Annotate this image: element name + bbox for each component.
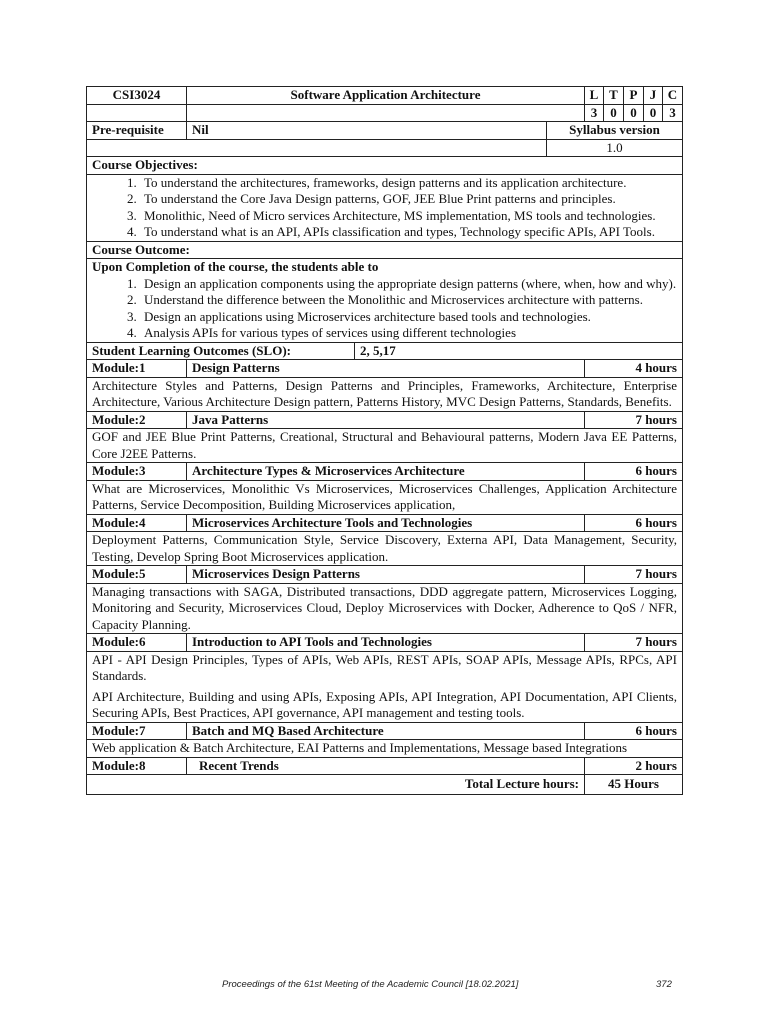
outcome-item: 4. Analysis APIs for various types of services using different technologies xyxy=(140,325,677,342)
course-code: CSI3024 xyxy=(87,87,187,105)
module-title: Recent Trends xyxy=(187,757,585,775)
module-label: Module:8 xyxy=(87,757,187,775)
outcome-item: 1. Design an application components using the appropriate design patterns (where, when, how and why). xyxy=(140,276,677,293)
ltpjc-value-l: 3 xyxy=(585,104,604,122)
syllabus-version-label: Syllabus version xyxy=(547,122,683,140)
prereq-row xyxy=(87,122,683,140)
total-row xyxy=(87,775,683,795)
module-label: Module:1 xyxy=(87,360,187,378)
ltpjc-value-j: 0 xyxy=(644,104,663,122)
objective-item: 2. To understand the Core Java Design patterns, GOF, JEE Blue Print patterns and principles. xyxy=(140,191,677,208)
total-label: Total Lecture hours: xyxy=(87,775,585,795)
module-label: Module:4 xyxy=(87,514,187,532)
ltpjc-label-c: C xyxy=(663,87,683,105)
outcomes-heading: Course Outcome: xyxy=(87,241,683,259)
outcomes-row xyxy=(87,259,683,343)
syllabus-table xyxy=(86,86,683,795)
module-content: Deployment Patterns, Communication Style, Service Discovery, Externa API, Data Management, Security, Testing, Develop Spring Boot Microservices application. xyxy=(87,532,683,566)
module-content: Architecture Styles and Patterns, Design Patterns and Principles, Frameworks, Architecture, Enterprise Architecture, Various Architecture Design pattern, Patterns History, MVC Design Patterns, Standards, Benefits. xyxy=(87,377,683,411)
module-title: Microservices Design Patterns xyxy=(187,566,585,584)
module-title: Batch and MQ Based Architecture xyxy=(187,722,585,740)
module-header-row xyxy=(87,722,683,740)
module-label: Module:5 xyxy=(87,566,187,584)
module-content-row xyxy=(87,651,683,722)
ltpjc-label-l: L xyxy=(585,87,604,105)
objectives-heading: Course Objectives: xyxy=(87,157,683,175)
objectives-row xyxy=(87,174,683,241)
module-hours: 2 hours xyxy=(585,757,683,775)
module-content-row xyxy=(87,583,683,634)
slo-value: 2, 5,17 xyxy=(355,342,683,360)
module-hours: 6 hours xyxy=(585,514,683,532)
module-header-row xyxy=(87,514,683,532)
module-label: Module:7 xyxy=(87,722,187,740)
ltpjc-label-p: P xyxy=(624,87,644,105)
slo-row xyxy=(87,342,683,360)
module-content: API Architecture, Building and using APIs, Exposing APIs, API Integration, API Documentation, API Clients, Securing APIs, Best Practices, API governance, API management and testing tools. xyxy=(92,688,677,720)
ltpjc-values-row xyxy=(87,104,683,122)
ltpjc-value-p: 0 xyxy=(624,104,644,122)
module-label: Module:3 xyxy=(87,463,187,481)
module-header-row xyxy=(87,757,683,775)
module-hours: 6 hours xyxy=(585,722,683,740)
module-hours: 6 hours xyxy=(585,463,683,481)
module-content: API - API Design Principles, Types of APIs, Web APIs, REST APIs, SOAP APIs, Message APIs, RPCs, API Standards. xyxy=(92,651,677,683)
module-title: Design Patterns xyxy=(187,360,585,378)
objective-item: 1. To understand the architectures, frameworks, design patterns and its application architecture. xyxy=(140,175,677,192)
module-content: Web application & Batch Architecture, EAI Patterns and Implementations, Message based Integrations xyxy=(87,740,683,758)
module-header-row xyxy=(87,634,683,652)
module-content-row xyxy=(87,480,683,514)
module-hours: 7 hours xyxy=(585,634,683,652)
module-content-row xyxy=(87,377,683,411)
ltpjc-value-t: 0 xyxy=(604,104,624,122)
module-header-row xyxy=(87,463,683,481)
footer-text: Proceedings of the 61st Meeting of the Academic Council [18.02.2021] xyxy=(222,979,519,990)
module-hours: 7 hours xyxy=(585,566,683,584)
outcome-item: 3. Design an applications using Microservices architecture based tools and technologies. xyxy=(140,309,677,326)
outcomes-intro: Upon Completion of the course, the students able to xyxy=(92,259,379,274)
ltpjc-label-j: J xyxy=(644,87,663,105)
module-content: What are Microservices, Monolithic Vs Microservices, Microservices Challenges, Application Architecture Patterns, Service Decomposition, Building Microservices application, xyxy=(87,480,683,514)
module-title: Introduction to API Tools and Technologies xyxy=(187,634,585,652)
module-content: GOF and JEE Blue Print Patterns, Creational, Structural and Behavioural patterns, Modern Java EE Patterns, Core J2EE Patterns. xyxy=(87,429,683,463)
module-header-row xyxy=(87,360,683,378)
module-title: Architecture Types & Microservices Architecture xyxy=(187,463,585,481)
total-value: 45 Hours xyxy=(585,775,683,795)
module-content-row xyxy=(87,429,683,463)
syllabus-version-value: 1.0 xyxy=(547,139,683,157)
objective-item: 3. Monolithic, Need of Micro services Architecture, MS implementation, MS tools and technologies. xyxy=(140,208,677,225)
module-content: Managing transactions with SAGA, Distributed transactions, DDD aggregate pattern, Microservices Logging, Monitoring and Security, Microservices Cloud, Deploy Microservices with Docker, Adherence to QoS / NFR, Capacity Planning. xyxy=(87,583,683,634)
syllabus-version-row xyxy=(87,139,683,157)
module-label: Module:2 xyxy=(87,411,187,429)
module-title: Microservices Architecture Tools and Technologies xyxy=(187,514,585,532)
outcome-item: 2. Understand the difference between the Monolithic and Microservices architecture with patterns. xyxy=(140,292,677,309)
module-content-row xyxy=(87,532,683,566)
module-header-row xyxy=(87,566,683,584)
slo-label: Student Learning Outcomes (SLO): xyxy=(87,342,355,360)
module-hours: 7 hours xyxy=(585,411,683,429)
module-header-row xyxy=(87,411,683,429)
module-content-row xyxy=(87,740,683,758)
module-hours: 4 hours xyxy=(585,360,683,378)
course-header-row xyxy=(87,87,683,105)
outcomes-heading-row xyxy=(87,241,683,259)
module-label: Module:6 xyxy=(87,634,187,652)
module-title: Java Patterns xyxy=(187,411,585,429)
ltpjc-value-c: 3 xyxy=(663,104,683,122)
page-number: 372 xyxy=(656,979,672,990)
objective-item: 4. To understand what is an API, APIs classification and types, Technology specific APIs, API Tools. xyxy=(140,224,677,241)
outcomes-list xyxy=(92,276,677,342)
objectives-heading-row xyxy=(87,157,683,175)
ltpjc-label-t: T xyxy=(604,87,624,105)
prereq-value: Nil xyxy=(187,122,547,140)
course-title: Software Application Architecture xyxy=(187,87,585,105)
prereq-label: Pre-requisite xyxy=(87,122,187,140)
objectives-list xyxy=(92,175,677,241)
